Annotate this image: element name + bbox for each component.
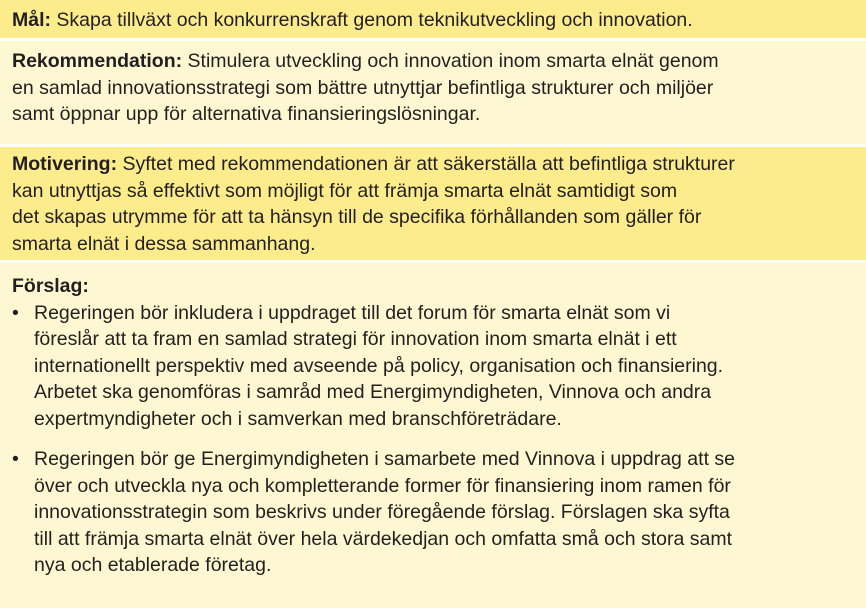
goal-label: Mål: [12,9,51,31]
motivation-line: kan utnyttjas så effektivt som möjligt för att främja smarta elnät samtidigt som [12,179,678,202]
recommendation-line [12,48,854,75]
proposals-label: Förslag: [12,275,89,297]
proposals-list [12,300,854,579]
proposal-line: Arbetet ska genomföras i samråd med Energimyndigheten, Vinnova och andra [34,381,712,403]
proposals-box [0,263,866,608]
recommendation-line: samt öppnar upp för alternativa finansieringslösningar. [12,103,481,125]
proposal-line: nya och etablerade företag. [34,554,272,576]
proposal-line: expertmyndigheter och i samverkan med branschföreträdare. [34,407,562,430]
proposal-line: internationellt perspektiv med avseende på policy, organisation och finansiering. [34,354,724,377]
proposal-line: innovationsstrategin som beskrivs under föregående förslag. Förslagen ska syfta [34,501,730,523]
proposal-line: Regeringen bör inkludera i uppdraget till det forum för smarta elnät som vi [34,301,671,324]
motivation-line: det skapas utrymme för att ta hänsyn till de specifika förhållanden som gäller för [12,206,702,228]
proposal-line: över och utveckla nya och kompletterande former för finansiering inom ramen för [34,474,731,497]
recommendation-box [0,41,866,144]
recommendation-line: en samlad innovationsstrategi som bättre utnyttjar befintliga strukturer och miljöer [12,76,714,99]
motivation-text: Syftet med rekommendationen är att säkerställa att befintliga strukturer [117,153,735,175]
bullet-icon: • [12,448,19,470]
proposal-line: föreslår att ta fram en samlad strategi för innovation inom smarta elnät i ett [34,328,677,350]
motivation-line: smarta elnät i dessa sammanhang. [12,232,316,255]
motivation-line [12,151,854,178]
bullet-icon: • [12,301,19,324]
goal-text: Skapa tillväxt och konkurrenskraft genom teknikutveckling och innovation. [51,9,693,31]
goal-line [12,7,854,34]
proposal-line: till att främja smarta elnät över hela värdekedjan och omfatta små och stora samt [34,527,732,550]
proposal-item [12,300,854,433]
motivation-label: Motivering: [12,153,118,175]
recommendation-label: Rekommendation: [12,50,183,72]
motivation-box [0,147,866,260]
proposal-line: Regeringen bör ge Energimyndigheten i samarbete med Vinnova i uppdrag att se [34,448,736,470]
proposal-item [12,446,854,579]
recommendation-text: Stimulera utveckling och innovation inom smarta elnät genom [182,50,719,72]
goal-box [0,0,866,38]
